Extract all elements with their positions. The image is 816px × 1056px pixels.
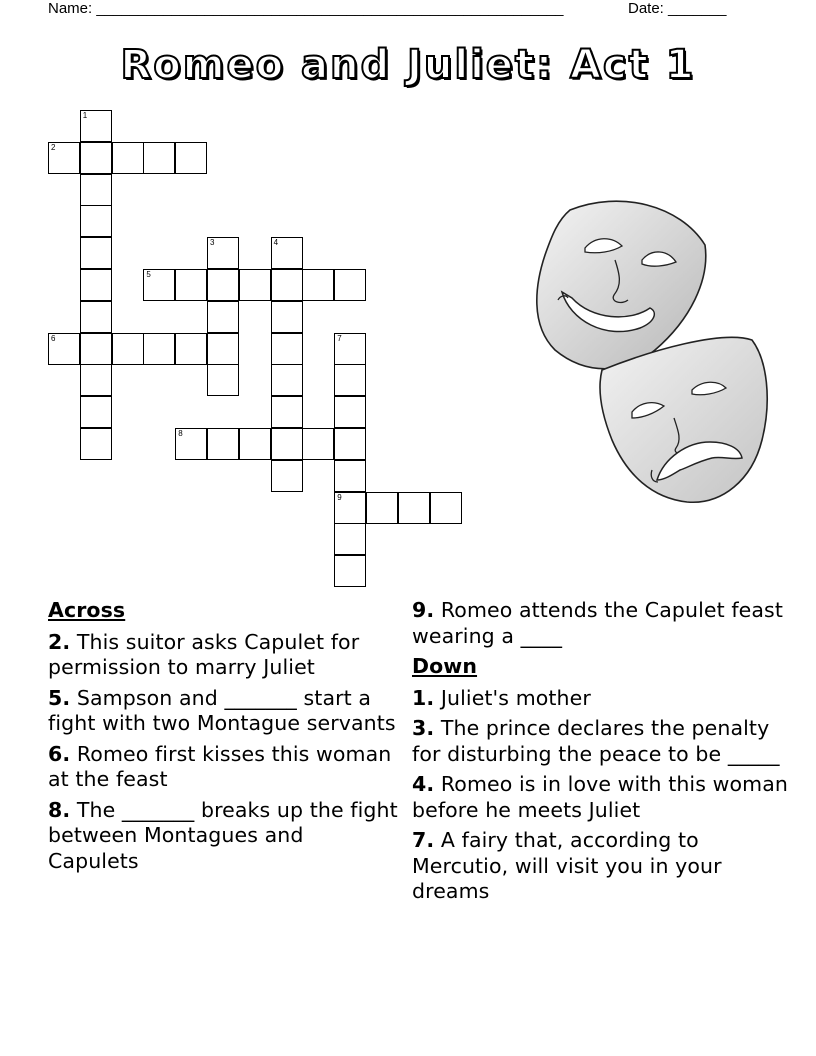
grid-cell[interactable] [80,174,112,206]
date-field-label[interactable]: Date: _______ [628,0,727,17]
grid-cell[interactable] [207,364,239,396]
grid-cell[interactable] [334,492,366,524]
clue-across-9: 9. Romeo attends the Capulet feast wearing a ____ [412,598,783,648]
grid-cell[interactable] [207,301,239,333]
grid-cell[interactable] [80,301,112,333]
grid-cell[interactable] [80,269,112,301]
clue-number: 8 [178,429,183,438]
grid-cell[interactable] [80,110,112,142]
grid-cell[interactable] [80,205,112,237]
grid-cell[interactable] [143,269,175,301]
grid-cell[interactable] [302,428,334,460]
grid-cell[interactable] [48,142,80,174]
grid-cell[interactable] [80,396,112,428]
grid-cell[interactable] [239,269,271,301]
clue-across-8: 8. The _______ breaks up the fight between Montagues and Capulets [48,797,398,873]
grid-cell[interactable] [271,333,303,365]
grid-cell[interactable] [207,269,239,301]
grid-cell[interactable] [271,396,303,428]
clues-column-right [412,598,792,910]
name-field-label[interactable]: Name: ________________________________________________________ [48,0,564,17]
down-heading: Down [412,654,478,678]
grid-cell[interactable] [207,333,239,365]
clue-number: 2 [51,142,56,152]
grid-cell[interactable] [366,492,398,524]
grid-cell[interactable] [80,428,112,460]
clue-number: 3 [210,238,215,248]
grid-cell[interactable] [80,142,112,174]
clue-down-4: 4. Romeo is in love with this woman before he meets Juliet [412,772,788,822]
grid-cell[interactable] [334,460,366,492]
clue-across-2: 2. This suitor asks Capulet for permission to marry Juliet [48,629,360,679]
grid-cell[interactable] [334,396,366,428]
across-heading: Across [48,598,126,622]
grid-cell[interactable] [143,333,175,365]
grid-cell[interactable] [334,333,366,365]
grid-cell[interactable] [239,428,271,460]
grid-cell[interactable] [271,237,303,269]
grid-cell[interactable] [334,523,366,555]
grid-cell[interactable] [207,428,239,460]
grid-cell[interactable] [143,142,175,174]
clue-down-7: 7. A fairy that, according to Mercutio, will visit you in your dreams [412,828,722,903]
clue-across-6: 6. Romeo first kisses this woman at the feast [48,741,392,791]
clue-across-5: 5. Sampson and _______ start a fight with two Montague servants [48,685,396,735]
clue-down-1: 1. Juliet's mother [412,685,591,710]
grid-cell[interactable] [112,142,144,174]
grid-cell[interactable] [334,555,366,587]
clue-down-3: 3. The prince declares the penalty for disturbing the peace to be _____ [412,716,780,766]
grid-cell[interactable] [271,460,303,492]
grid-cell[interactable] [302,269,334,301]
tragedy-mask-icon [600,337,767,502]
grid-cell[interactable] [334,364,366,396]
grid-cell[interactable] [175,333,207,365]
page-title: Romeo and Juliet: Act 1 [120,42,696,88]
grid-cell[interactable] [48,333,80,365]
grid-cell[interactable] [430,492,462,524]
grid-cell[interactable] [80,364,112,396]
grid-cell[interactable] [334,269,366,301]
grid-cell[interactable] [207,237,239,269]
grid-cell[interactable] [271,269,303,301]
grid-cell[interactable] [175,428,207,460]
clues-column-left [48,598,398,879]
clue-number: 7 [337,333,342,343]
grid-cell[interactable] [271,301,303,333]
grid-cell[interactable] [271,364,303,396]
grid-cell[interactable] [398,492,430,524]
grid-cell[interactable] [271,428,303,460]
grid-cell[interactable] [334,428,366,460]
clue-number: 4 [273,238,279,248]
clue-number: 1 [82,111,88,120]
grid-cell[interactable] [175,269,207,301]
clue-number: 6 [51,333,56,343]
grid-cell[interactable] [80,333,112,365]
theatre-masks-icon [530,190,770,510]
clue-number: 9 [337,492,342,502]
grid-cell[interactable] [80,237,112,269]
grid-cell[interactable] [175,142,207,174]
grid-cell[interactable] [112,333,144,365]
comedy-mask-icon [537,201,706,369]
clue-number: 5 [146,270,151,279]
